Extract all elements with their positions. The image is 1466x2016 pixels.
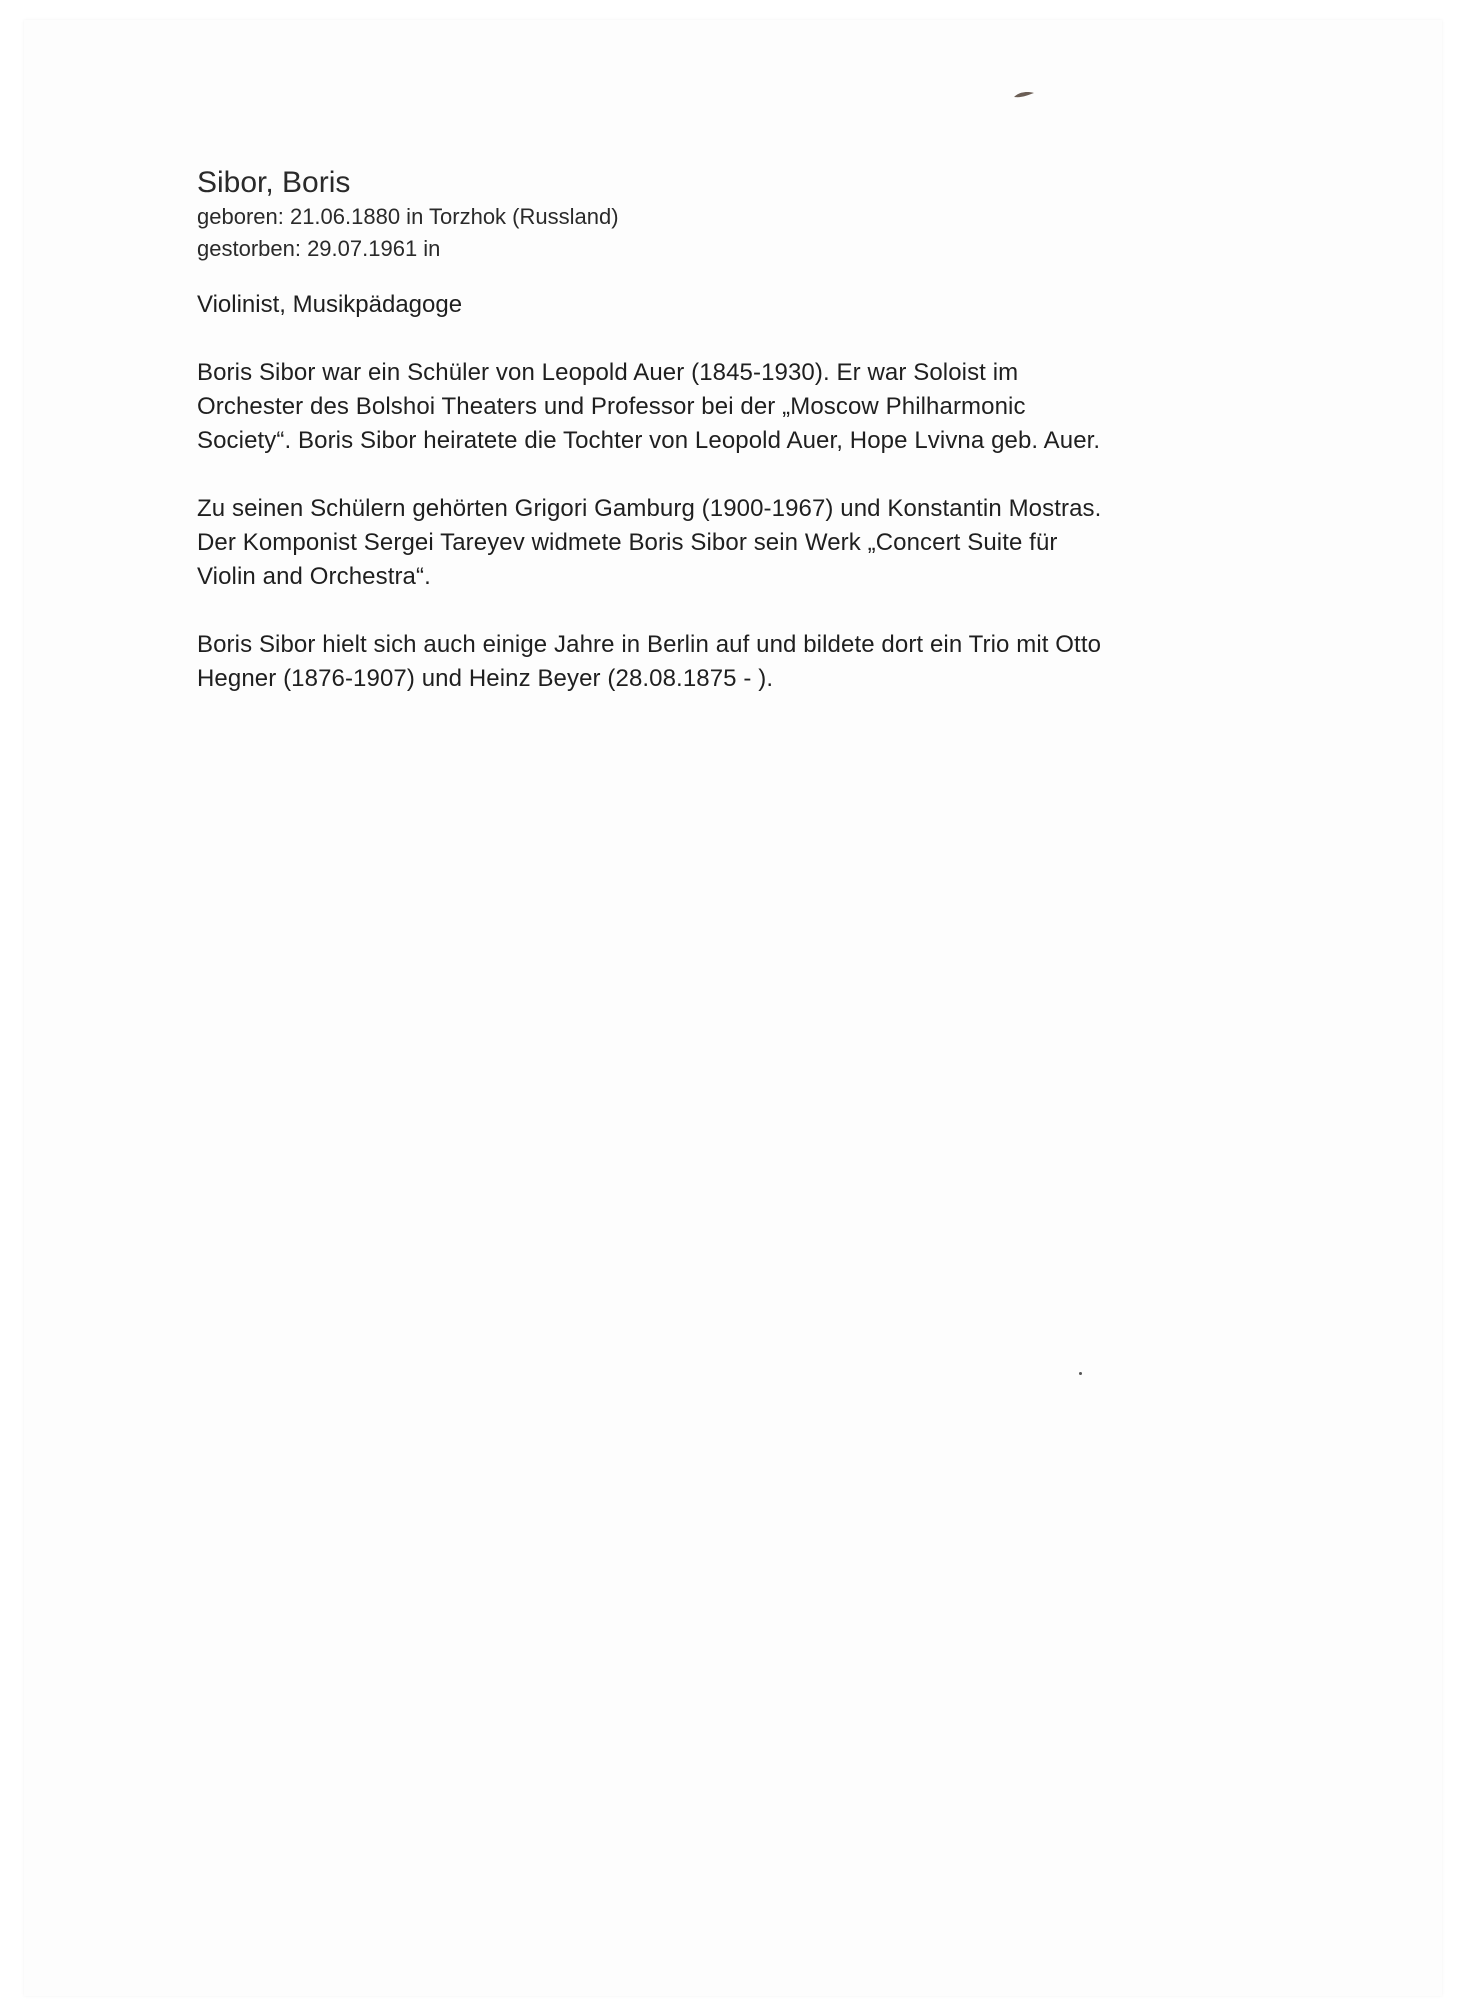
scan-dot: [1079, 1372, 1082, 1375]
birth-info: geboren: 21.06.1880 in Torzhok (Russland): [197, 204, 619, 229]
text-line: Hegner (1876-1907) und Heinz Beyer (28.08.1875 - ).: [197, 665, 774, 692]
text-line: Society“. Boris Sibor heiratete die Tochter von Leopold Auer, Hope Lvivna geb. Auer.: [197, 427, 1101, 454]
person-name: Sibor, Boris: [197, 166, 351, 199]
profession: Violinist, Musikpädagoge: [197, 291, 463, 318]
text-line: Orchester des Bolshoi Theaters und Professor bei der „Moscow Philharmonic: [197, 393, 1026, 420]
scan-speck: [1013, 91, 1035, 99]
text-line: Violin and Orchestra“.: [197, 563, 431, 590]
text-line: Zu seinen Schülern gehörten Grigori Gamburg (1900-1967) und Konstantin Mostras.: [197, 495, 1102, 522]
document-body: [197, 165, 1317, 696]
text-line: Boris Sibor hielt sich auch einige Jahre in Berlin auf und bildete dort ein Trio mit Otto: [197, 631, 1102, 658]
paragraph-teacher: [197, 356, 1317, 458]
death-info: gestorben: 29.07.1961 in: [197, 236, 441, 261]
text-line: Boris Sibor war ein Schüler von Leopold Auer (1845-1930). Er war Soloist im: [197, 359, 1019, 386]
paragraph-students: [197, 492, 1317, 594]
text-line: Der Komponist Sergei Tareyev widmete Boris Sibor sein Werk „Concert Suite für: [197, 529, 1058, 556]
paragraph-berlin: [197, 628, 1317, 696]
